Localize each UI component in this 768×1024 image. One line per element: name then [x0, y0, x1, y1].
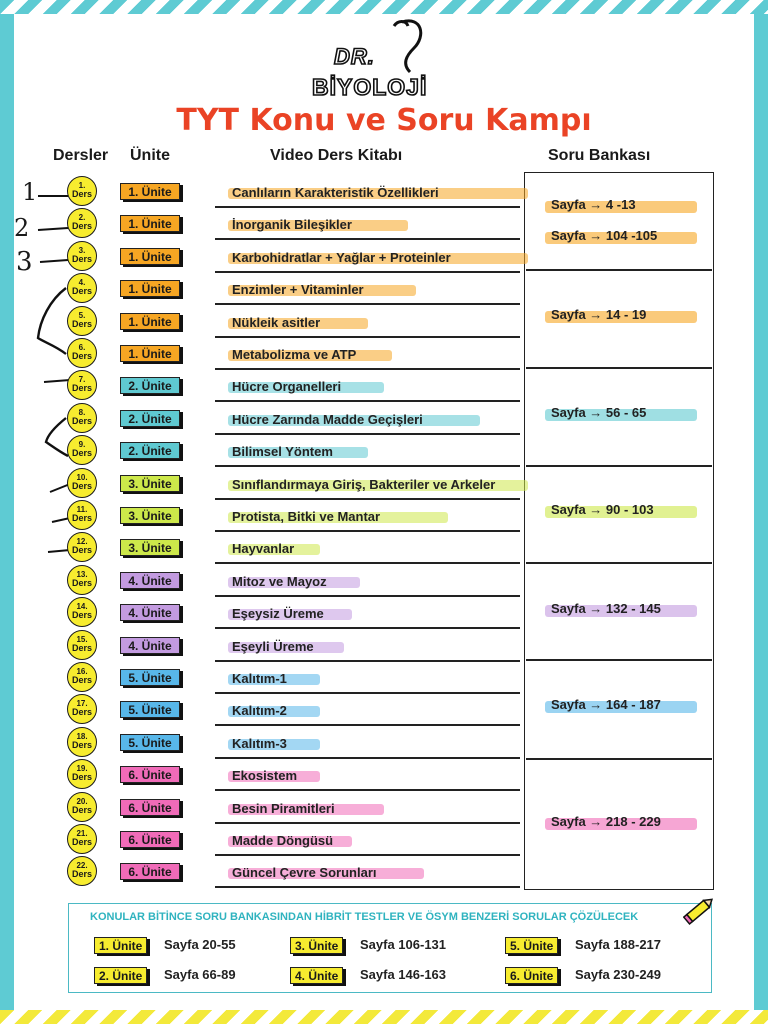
- row-divider: [215, 724, 520, 726]
- row-divider: [215, 886, 520, 888]
- page-range: Sayfa 106-131: [360, 937, 447, 952]
- row-divider: [215, 498, 520, 500]
- lesson-number-badge: 19. Ders: [67, 759, 97, 789]
- divider: [526, 758, 712, 760]
- lesson-number-badge: 18. Ders: [67, 727, 97, 757]
- page-range: Sayfa → 164 - 187: [551, 697, 661, 712]
- page-range: Sayfa → 104 -105: [551, 228, 658, 243]
- lesson-number-badge: 2. Ders: [67, 208, 97, 238]
- row-divider: [215, 368, 520, 370]
- badge-ders-label: Ders: [71, 805, 92, 815]
- badge-ders-label: Ders: [71, 383, 92, 393]
- badge-ders-label: Ders: [71, 578, 92, 588]
- topic-title: Metabolizma ve ATP: [232, 347, 357, 362]
- badge-ders-label: Ders: [71, 643, 92, 653]
- page-range: Sayfa → 56 - 65: [551, 405, 647, 420]
- soru-bankasi-frame: [524, 172, 714, 890]
- page-range: Sayfa → 132 - 145: [551, 601, 661, 616]
- unit-tag: 4. Ünite: [120, 604, 180, 621]
- row-divider: [215, 433, 520, 435]
- lesson-number-badge: 20. Ders: [67, 792, 97, 822]
- pencil-icon: [683, 893, 717, 927]
- row-divider: [215, 757, 520, 759]
- badge-ders-label: Ders: [71, 254, 92, 264]
- lesson-number-badge: 4. Ders: [67, 273, 97, 303]
- topic-title: Enzimler + Vitaminler: [232, 282, 364, 297]
- unit-tag: 1. Ünite: [120, 345, 180, 362]
- unit-tag: 2. Ünite: [120, 442, 180, 459]
- row-divider: [215, 660, 520, 662]
- unit-tag: 4. Ünite: [120, 572, 180, 589]
- panel-title: KONULAR BİTİNCE SORU BANKASINDAN HİBRİT TESTLER VE ÖSYM BENZERİ SORULAR ÇÖZÜLECEK: [90, 911, 639, 923]
- divider: [526, 659, 712, 661]
- page-range: Sayfa 66-89: [164, 967, 236, 982]
- topic-title: Hücre Organelleri: [232, 379, 342, 394]
- page-range: Sayfa → 218 - 229: [551, 814, 661, 829]
- lesson-number-badge: 9. Ders: [67, 435, 97, 465]
- page-range: Sayfa 146-163: [360, 967, 447, 982]
- unit-tag: 3. Ünite: [120, 475, 180, 492]
- topic-title: Protista, Bitki ve Mantar: [232, 509, 381, 524]
- unit-tag: 2. Ünite: [120, 410, 180, 427]
- lesson-number-badge: 21. Ders: [67, 824, 97, 854]
- lesson-number-badge: 5. Ders: [67, 306, 97, 336]
- topic-title: Kalıtım-2: [232, 703, 287, 718]
- row-divider: [215, 789, 520, 791]
- lesson-number-badge: 6. Ders: [67, 338, 97, 368]
- lesson-number-badge: 15. Ders: [67, 630, 97, 660]
- header-video-ders-kitabi: Video Ders Kitabı: [270, 147, 403, 164]
- row-divider: [215, 303, 520, 305]
- unit-tag: 2. Ünite: [120, 377, 180, 394]
- row-divider: [215, 271, 520, 273]
- divider: [526, 367, 712, 369]
- topic-title: Hücre Zarında Madde Geçişleri: [232, 412, 423, 427]
- badge-ders-label: Ders: [71, 189, 92, 199]
- lesson-number-badge: 11. Ders: [67, 500, 97, 530]
- topic-title: Nükleik asitler: [232, 315, 321, 330]
- lesson-number-badge: 22. Ders: [67, 856, 97, 886]
- page-range: Sayfa → 4 -13: [551, 197, 636, 212]
- unit-tag: 1. Ünite: [120, 183, 180, 200]
- unit-tag: 5. Ünite: [505, 937, 558, 954]
- lesson-number-badge: 12. Ders: [67, 532, 97, 562]
- row-divider: [215, 692, 520, 694]
- unit-tag: 3. Ünite: [290, 937, 343, 954]
- row-divider: [215, 238, 520, 240]
- badge-ders-label: Ders: [71, 319, 92, 329]
- page-title: TYT Konu ve Soru Kampı: [176, 103, 592, 138]
- topic-title: Bilimsel Yöntem: [232, 444, 333, 459]
- badge-ders-label: Ders: [71, 740, 92, 750]
- logo-text-biyoloji: BİYOLOJİ: [312, 74, 428, 100]
- topic-title: Sınıflandırmaya Giriş, Bakteriler ve Arkeler: [232, 477, 496, 492]
- unit-tag: 6. Ünite: [120, 863, 180, 880]
- page-range: Sayfa → 14 - 19: [551, 307, 647, 322]
- badge-ders-label: Ders: [71, 448, 92, 458]
- unit-tag: 1. Ünite: [120, 248, 180, 265]
- badge-ders-label: Ders: [71, 772, 92, 782]
- topic-title: Mitoz ve Mayoz: [232, 574, 327, 589]
- unit-tag: 4. Ünite: [290, 967, 343, 984]
- topic-title: Madde Döngüsü: [232, 833, 334, 848]
- row-divider: [215, 627, 520, 629]
- badge-ders-label: Ders: [71, 286, 92, 296]
- handwritten-number: 3: [16, 247, 33, 277]
- row-divider: [215, 595, 520, 597]
- unit-tag: 1. Ünite: [120, 280, 180, 297]
- row-divider: [215, 822, 520, 824]
- row-divider: [215, 530, 520, 532]
- handwritten-number: 1: [22, 178, 38, 206]
- page-range: Sayfa → 90 - 103: [551, 502, 654, 517]
- handwritten-number: 2: [14, 214, 30, 242]
- row-divider: [215, 854, 520, 856]
- topic-title: Karbohidratlar + Yağlar + Proteinler: [232, 250, 451, 265]
- topic-title: Kalıtım-3: [232, 736, 287, 751]
- logo-text-dr: DR.: [334, 44, 375, 69]
- page-range: Sayfa 188-217: [575, 937, 662, 952]
- lesson-number-badge: 8. Ders: [67, 403, 97, 433]
- topic-title: İnorganik Bileşikler: [232, 217, 352, 232]
- unit-tag: 6. Ünite: [505, 967, 558, 984]
- unit-tag: 1. Ünite: [120, 215, 180, 232]
- unit-tag: 1. Ünite: [94, 937, 147, 954]
- lesson-number-badge: 10. Ders: [67, 468, 97, 498]
- badge-ders-label: Ders: [71, 610, 92, 620]
- unit-tag: 1. Ünite: [120, 313, 180, 330]
- topic-title: Eşeyli Üreme: [232, 639, 314, 654]
- badge-ders-label: Ders: [71, 869, 92, 879]
- badge-ders-label: Ders: [71, 675, 92, 685]
- unit-tag: 6. Ünite: [120, 766, 180, 783]
- unit-tag: 5. Ünite: [120, 734, 180, 751]
- page-range: Sayfa 230-249: [575, 967, 662, 982]
- right-border: [754, 0, 768, 1024]
- badge-ders-label: Ders: [71, 481, 92, 491]
- lesson-number-badge: 14. Ders: [67, 597, 97, 627]
- divider: [526, 562, 712, 564]
- unit-tag: 5. Ünite: [120, 701, 180, 718]
- badge-ders-label: Ders: [71, 351, 92, 361]
- badge-ders-label: Ders: [71, 707, 92, 717]
- row-divider: [215, 206, 520, 208]
- badge-ders-label: Ders: [71, 837, 92, 847]
- lesson-number-badge: 7. Ders: [67, 370, 97, 400]
- unit-tag: 3. Ünite: [120, 539, 180, 556]
- badge-ders-label: Ders: [71, 513, 92, 523]
- topic-title: Güncel Çevre Sorunları: [232, 865, 377, 880]
- lesson-number-badge: 17. Ders: [67, 694, 97, 724]
- lesson-number-badge: 13. Ders: [67, 565, 97, 595]
- unit-tag: 5. Ünite: [120, 669, 180, 686]
- row-divider: [215, 562, 520, 564]
- unit-tag: 6. Ünite: [120, 799, 180, 816]
- topic-title: Kalıtım-1: [232, 671, 287, 686]
- badge-ders-label: Ders: [71, 221, 92, 231]
- unit-tag: 6. Ünite: [120, 831, 180, 848]
- unit-tag: 3. Ünite: [120, 507, 180, 524]
- top-stripe-border: [0, 0, 768, 14]
- topic-title: Canlıların Karakteristik Özellikleri: [232, 185, 439, 200]
- header-unite: Ünite: [130, 147, 170, 164]
- page-range: Sayfa 20-55: [164, 937, 236, 952]
- divider: [526, 269, 712, 271]
- unit-tag: 2. Ünite: [94, 967, 147, 984]
- badge-ders-label: Ders: [71, 416, 92, 426]
- unit-tag: 4. Ünite: [120, 637, 180, 654]
- row-divider: [215, 336, 520, 338]
- lesson-number-badge: 16. Ders: [67, 662, 97, 692]
- lesson-number-badge: 3. Ders: [67, 241, 97, 271]
- divider: [526, 465, 712, 467]
- topic-title: Besin Piramitleri: [232, 801, 335, 816]
- topic-title: Ekosistem: [232, 768, 298, 783]
- row-divider: [215, 465, 520, 467]
- topic-title: Eşeysiz Üreme: [232, 606, 324, 621]
- header-dersler: Dersler: [53, 147, 109, 164]
- row-divider: [215, 400, 520, 402]
- lesson-number-badge: 1. Ders: [67, 176, 97, 206]
- badge-ders-label: Ders: [71, 545, 92, 555]
- topic-title: Hayvanlar: [232, 541, 295, 556]
- header-soru-bankasi: Soru Bankası: [548, 147, 651, 164]
- bottom-stripe-border: [0, 1010, 768, 1024]
